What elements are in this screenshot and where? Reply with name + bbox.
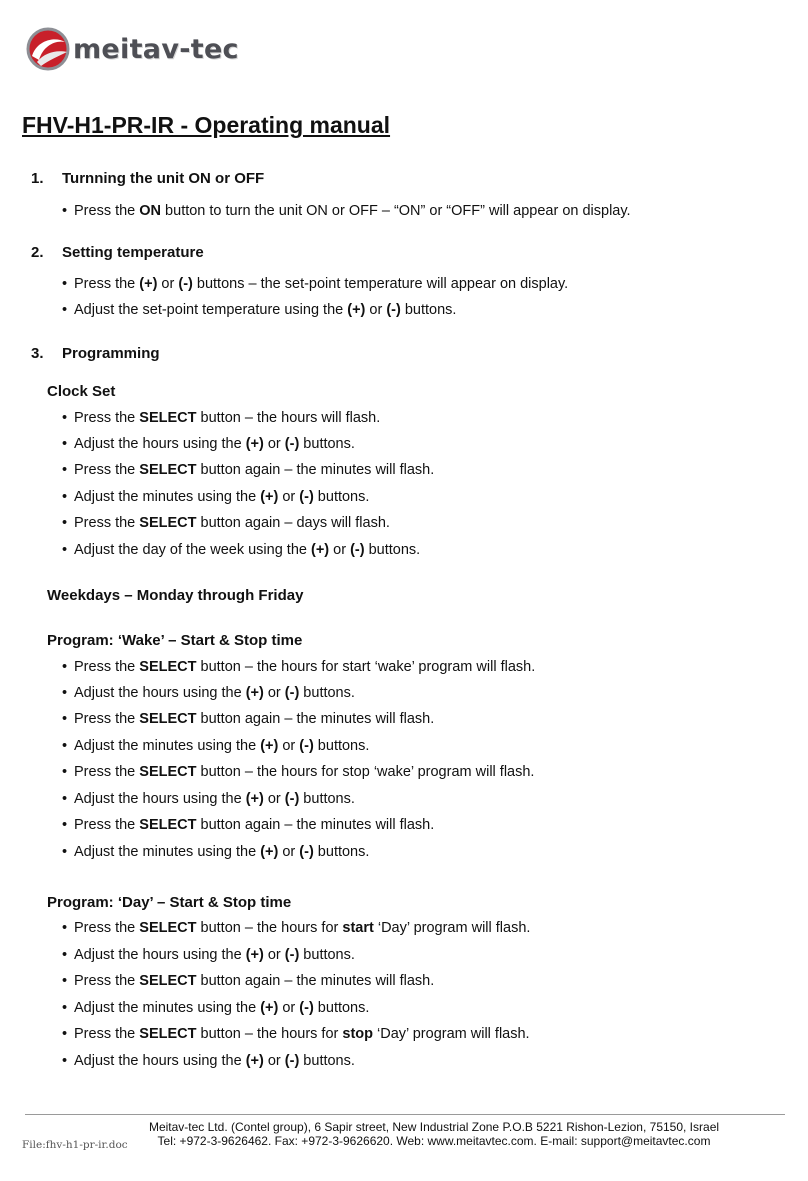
subheading-day-program: Program: ‘Day’ – Start & Stop time xyxy=(47,894,292,911)
bullet-icon: • xyxy=(62,711,68,727)
company-logo xyxy=(25,26,239,72)
list-item: • Adjust the hours using the (+) or (-) buttons. xyxy=(62,685,355,701)
list-item: • Adjust the hours using the (+) or (-) buttons. xyxy=(62,436,355,452)
list-item: • Press the ON button to turn the unit ON or OFF – “ON” or “OFF” will appear on display. xyxy=(62,203,631,219)
list-item: • Adjust the minutes using the (+) or (-) buttons. xyxy=(62,844,370,860)
list-item: • Press the SELECT button – the hours for start ‘Day’ program will flash. xyxy=(62,920,531,936)
footer-address: Meitav-tec Ltd. (Contel group), 6 Sapir street, New Industrial Zone P.O.B 5221 Rishon-Lezion, 75150, Israel xyxy=(148,1120,720,1134)
list-item: • Press the SELECT button – the hours for stop ‘wake’ program will flash. xyxy=(62,764,535,780)
list-item: • Press the SELECT button again – the minutes will flash. xyxy=(62,711,435,727)
bullet-icon: • xyxy=(62,764,68,780)
bullet-icon: • xyxy=(62,436,68,452)
list-item: • Press the SELECT button again – the minutes will flash. xyxy=(62,462,435,478)
footer-divider xyxy=(25,1114,785,1115)
list-item: • Adjust the set-point temperature using the (+) or (-) buttons. xyxy=(62,302,457,318)
bullet-icon: • xyxy=(62,1026,68,1042)
list-item: • Press the SELECT button again – the minutes will flash. xyxy=(62,973,435,989)
bullet-icon: • xyxy=(62,1053,68,1069)
document-title: FHV-H1-PR-IR - Operating manual xyxy=(22,112,391,138)
bullet-icon: • xyxy=(62,920,68,936)
list-item: • Adjust the day of the week using the (+) or (-) buttons. xyxy=(62,542,421,558)
section-title: Programming xyxy=(62,345,160,362)
list-item: • Press the SELECT button again – the minutes will flash. xyxy=(62,817,435,833)
bullet-icon: • xyxy=(62,542,68,558)
bullet-icon: • xyxy=(62,817,68,833)
subheading-weekdays: Weekdays – Monday through Friday xyxy=(47,587,304,604)
list-item: • Press the (+) or (-) buttons – the set-point temperature will appear on display. xyxy=(62,276,569,292)
section-number: 3. xyxy=(31,345,44,362)
section-title: Setting temperature xyxy=(62,244,204,261)
bullet-icon: • xyxy=(62,947,68,963)
bullet-icon: • xyxy=(62,1000,68,1016)
logo-wordmark: meitav-tec xyxy=(73,33,239,65)
section-number: 2. xyxy=(31,244,44,261)
bullet-icon: • xyxy=(62,203,68,219)
list-item: • Press the SELECT button again – days will flash. xyxy=(62,515,390,531)
bullet-icon: • xyxy=(62,410,68,426)
subheading-wake-program: Program: ‘Wake’ – Start & Stop time xyxy=(47,632,303,649)
bullet-icon: • xyxy=(62,462,68,478)
list-item: • Adjust the hours using the (+) or (-) buttons. xyxy=(62,1053,355,1069)
bullet-icon: • xyxy=(62,791,68,807)
subheading-clock-set: Clock Set xyxy=(47,383,116,400)
bullet-icon: • xyxy=(62,738,68,754)
bullet-icon: • xyxy=(62,844,68,860)
meitav-swoosh-logo-icon xyxy=(25,26,71,72)
bullet-icon: • xyxy=(62,659,68,675)
footer-filename: File:fhv-h1-pr-ir.doc xyxy=(22,1139,128,1151)
list-item: • Press the SELECT button – the hours will flash. xyxy=(62,410,381,426)
section-title: Turnning the unit ON or OFF xyxy=(62,170,265,187)
bullet-icon: • xyxy=(62,685,68,701)
list-item: • Adjust the minutes using the (+) or (-) buttons. xyxy=(62,489,370,505)
list-item: • Press the SELECT button – the hours for start ‘wake’ program will flash. xyxy=(62,659,536,675)
list-item: • Adjust the hours using the (+) or (-) buttons. xyxy=(62,791,355,807)
list-item: • Adjust the hours using the (+) or (-) buttons. xyxy=(62,947,355,963)
bullet-icon: • xyxy=(62,302,68,318)
bullet-icon: • xyxy=(62,489,68,505)
list-item: • Press the SELECT button – the hours for stop ‘Day’ program will flash. xyxy=(62,1026,530,1042)
bullet-icon: • xyxy=(62,515,68,531)
bullet-icon: • xyxy=(62,973,68,989)
bullet-icon: • xyxy=(62,276,68,292)
section-number: 1. xyxy=(31,170,44,187)
footer-contact: Tel: +972-3-9626462. Fax: +972-3-9626620. Web: www.meitavtec.com. E-mail: support@meitavtec.com xyxy=(157,1134,711,1148)
list-item: • Adjust the minutes using the (+) or (-) buttons. xyxy=(62,1000,370,1016)
list-item: • Adjust the minutes using the (+) or (-) buttons. xyxy=(62,738,370,754)
